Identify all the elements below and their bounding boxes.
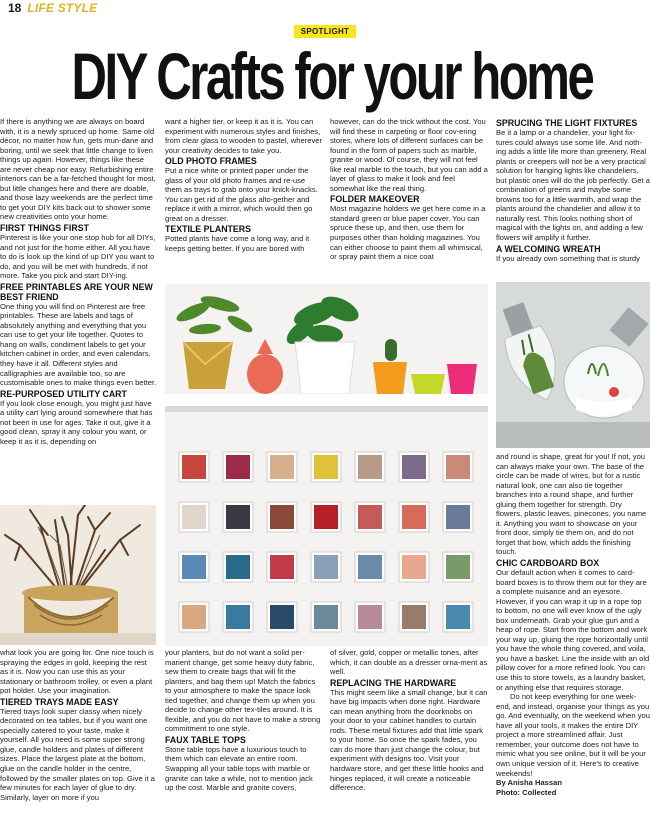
paragraph: If you look close enough, you might just have a utility cart lying around somewhere that has not been in use for ages. Take it out, give it a good clean, spray it any colour you want, or keep it as it is, depending on [0, 398, 153, 446]
paragraph: If there is anything we are always on board with, it is a newly spruced up home. Same old décor, no matter how fun, gets mun-dane and boring, until we seek that little change to liven things up again. However, things like these are never cheap nor easy. Refurbishing entire interiors can be a far-fetched thought for most, but little changes here and there are doable, and those lazy weekends are the perfect time to get your DIY kits back out to shower some new creativities onto your home. [0, 117, 156, 222]
paragraph: Potted plants have come a long way, and it keeps getting better. If you are bored with [165, 234, 310, 254]
paragraph: If you already own something that is sturdy [496, 253, 640, 263]
paragraph: Put a nice white or printed paper under the glass of your old photo frames and re-use them as trays to grab onto your knick-knacks. You can get rid of the glass alto-gether and replace it with a mirror, which would then go great on a dresser. [165, 166, 318, 223]
paragraph: and round is shape, great for you! If not, you can always make your own. The base of the circle can be made of wires, but for a rustic natural look, one can also tie together branches into a round shape, and further gluing them together for strength. Dry flowers, plastic leaves, pinecones, you name it. Anything you want to showcase on your front door, simply tie them on, and do not forget that bow, which adds the finishing touch. [496, 452, 647, 557]
paragraph: your planters, but do not want a solid per-manent change, get some heavy duty fabric, sew them to create bags that will fit the planters, and bag them up! Match the fabrics to your atmosphere to make the space look tied together, and change them up when you decide to change other tex-tiles around. It is flexible, and you do not have to make a strong commitment to one style. [165, 648, 321, 734]
subheading: TIERED TRAYS MADE EASY [0, 696, 119, 707]
subheading: FAUX TABLE TOPS [165, 734, 246, 745]
column-4-bottom [496, 452, 650, 836]
headline: DIY Crafts for your home [71, 40, 593, 114]
paragraph: want a higher tier, or keep it as it is. You can experiment with numerous styles and finishes, from clear glass to wooden to pastel, wherever your creativity decides to take you. [165, 117, 323, 155]
column-4-top [496, 117, 650, 279]
subheading: FIRST THINGS FIRST [0, 223, 89, 234]
paragraph: This might seem like a small change, but it can have big impacts when done right. Hardware can mean anything from the doorknobs on your door to your cabinet handles to curtain rods. These metal fixtures add that little spark to your home. So once the spark fades, you can do more than just change the colour, but experiment with designs too. Visit your hardware store, and get these little hooks and hinges replaced, it will create a noticeable difference. [330, 687, 488, 793]
column-1-bottom [0, 648, 157, 836]
bulb-terrarium-photo [496, 282, 650, 448]
subheading: TEXTILE PLANTERS [165, 224, 252, 235]
column-1-top [0, 117, 157, 502]
twig-cart-photo [0, 505, 156, 645]
paragraph: Stone table tops have a luxurious touch to them which can elevate an entire room. Swapping all your table tops with marble or granite can take a while, not to mention jack up the cost. Marble and granite covers, [165, 744, 313, 793]
subheading: CHIC CARDBOARD BOX [496, 558, 600, 569]
paragraph: Do not keep everything for one week-end, and instead, organise your things as you go. And eventually, on the weekend when you have all your tools, it makes the entire DIY project a more streamlined affair. Just remember, your outcome does not have to mimic what you see online, but it will be your own unique version of it. Here's to creative weekends! [496, 692, 650, 778]
paragraph: Be it a lamp or a chandelier, your light fix-tures could always use some life. And noth-ing adds a little life more than greenery. Real plants or creepers will not be a very practical solution for hanging lights like chandeliers, but plastic ones will do the job perfectly. Get a combination of greens and maybe some browns too for a little warmth, and wrap the plants around the chandelier and allow it to naturally rest. This looks nothing short of magical with the lights on, and adding a few flowers will amplify it further. [496, 128, 650, 243]
paragraph: Tiered trays look super classy when nicely decorated on tea tables, but if you want one specially catered to your taste, make it yourself. All you need is some super strong glue, candle holders and plates of different sizes. Place the largest plate at the bottom, glue on the candle holder in the centre, followed by the smaller plates on top. Give it a few minutes for each layer of glue to dry. Similarly, layer on more if you [0, 706, 155, 802]
shelf-and-photos-photo [165, 284, 488, 646]
paragraph: One thing you will find on Pinterest are free printables. These are labels and tags of absolutely anything and everything that you can use to get your life together. Quotes to hang on walls, condiment labels to get your kitchen cabinet in order, and even calendars, they have it all. Different styles and calligraphies are available too, so are customisable ones to make things even better. [0, 301, 157, 388]
page-number: 18 [8, 1, 22, 15]
subheading: OLD PHOTO FRAMES [165, 156, 257, 167]
section-name: LIFE STYLE [27, 1, 98, 15]
column-2-bottom [165, 648, 323, 836]
photo-credit: Photo: Collected [496, 787, 557, 797]
column-2-top [165, 117, 323, 282]
subheading: A WELCOMING WREATH [496, 243, 601, 254]
column-3-top [330, 117, 488, 282]
subheading: FOLDER MAKEOVER [330, 194, 420, 205]
subheading: RE-PURPOSED UTILITY CART [0, 388, 127, 399]
paragraph: Pinterest is like your one stop hub for all DIYs, and not just for the home either. All you have to do is look up the kind of up DIY you want to do, and you will be met with hundreds, if not more. Take you pick and start DIY-ing. [0, 233, 156, 281]
paragraph: however, can do the trick without the cost. You will find these in carpeting or floor cov-ering stores, where lots of different surfaces can be found in the form of papers such as marble, granite or wood. Of course, they will not feel like real marble to the touch, but you can add a layer of glass to make it look and feel somewhat like the real thing. [330, 117, 488, 193]
subheading: FREE PRINTABLES ARE YOUR NEW BEST FRIEND [0, 281, 153, 302]
paragraph: Most magazine holders we get here come in a standard green or blue paper cover. You can spruce these up, and then, use them for purposes other than holding magazines. You can either choose to paint them all whimsical, or spray paint them a nice coat [330, 204, 486, 262]
page-header [8, 0, 97, 16]
subheading: REPLACING THE HARDWARE [330, 677, 457, 688]
subheading: SPRUCING THE LIGHT FIXTURES [496, 118, 638, 128]
paragraph: Our default action when it comes to card-board boxes is to throw them out for they are a complete nuisance and an eyesore. However, if you can wrap it up in a rope top to bottom, no one will ever know of the ugly box underneath. Grab your glue gun and a heap of rope. Start from the bottom and work your way up, gluing the rope horizontally until you have the whole thing covered, and voila, you have a basket. Line the inside with an old pillow cover for a more refined look. You can use this to store towels, as a laundry basket, or anything else that requires storage. [496, 568, 650, 692]
column-3-bottom [330, 648, 488, 836]
paragraph: what look you are going for. One nice touch is spraying the edges in gold, keeping the rest as it is. Now you can use this as your stationary or bathroom trolley, or even a plant pot holder. Use your imagination. [0, 648, 154, 696]
byline: By Anisha Hassan [496, 778, 562, 788]
spotlight-badge: SPOTLIGHT [294, 25, 356, 38]
paragraph: of silver, gold, copper or metallic tones, after which, it can double as a dresser orna-ment as well. [330, 648, 488, 677]
